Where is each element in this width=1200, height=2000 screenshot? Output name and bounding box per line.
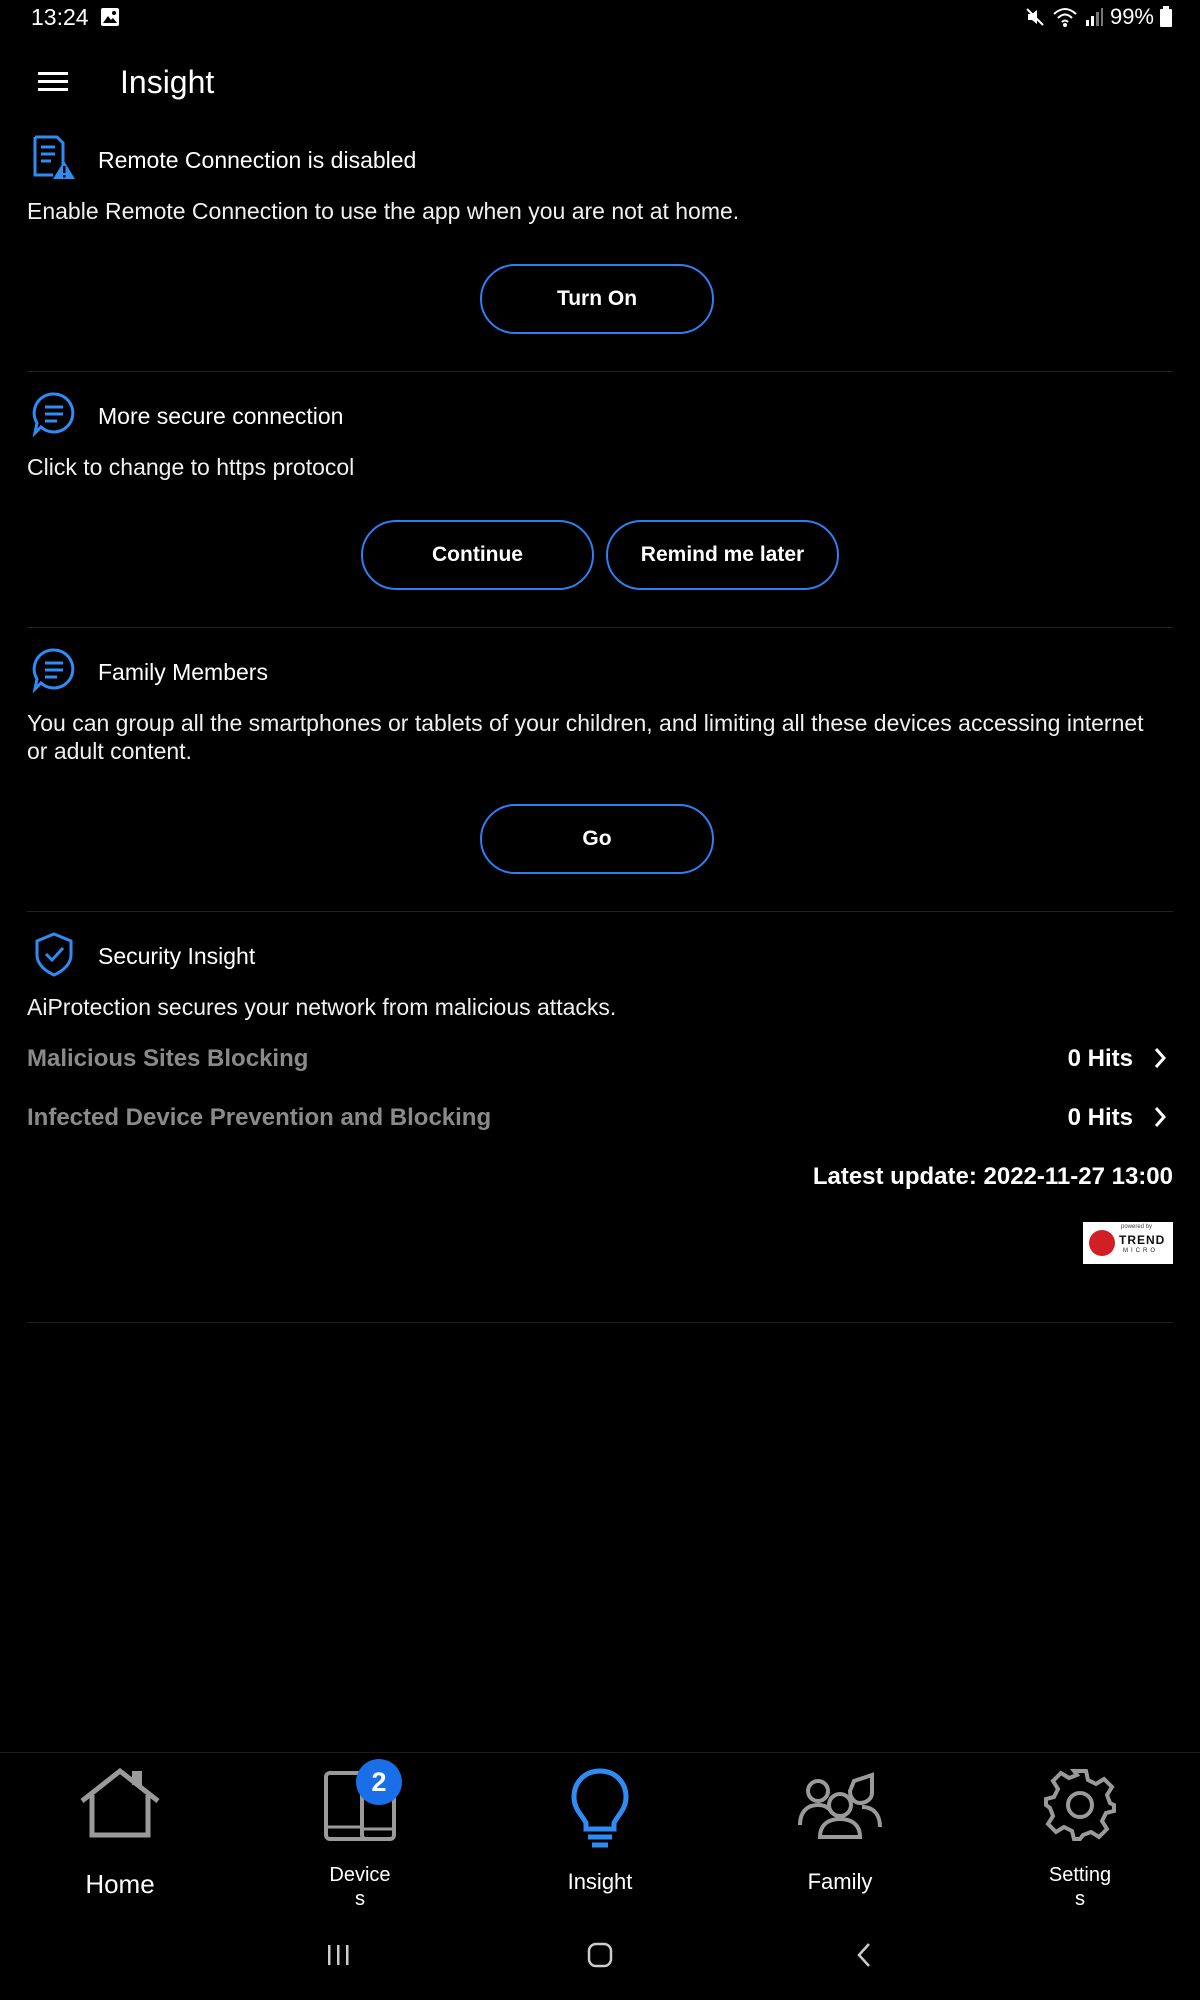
hamburger-menu-icon[interactable]: [38, 70, 68, 99]
gallery-icon: [100, 7, 120, 32]
security-insight-title: Security Insight: [98, 943, 256, 969]
status-bar: [0, 0, 1200, 36]
status-icons: [1024, 4, 1172, 30]
lightbulb-icon: [570, 1767, 630, 1856]
secure-connection-description: Click to change to https protocol: [27, 454, 355, 480]
remote-connection-title: Remote Connection is disabled: [98, 147, 417, 173]
remind-me-later-button[interactable]: Remind me later: [606, 520, 839, 590]
family-icon: [796, 1767, 884, 1844]
status-time: 13:24: [31, 4, 89, 30]
battery-text: 99%: [1109, 4, 1154, 29]
malicious-sites-hits: 0 Hits: [1067, 1045, 1133, 1072]
nav-label-home: Home: [85, 1869, 155, 1899]
go-button[interactable]: Go: [480, 804, 714, 874]
recents-icon[interactable]: [326, 1942, 350, 1973]
app-bar: [0, 50, 1200, 120]
devices-count-badge: 2: [356, 1759, 402, 1805]
family-members-card: [27, 647, 1173, 912]
nav-item-settings[interactable]: [980, 1753, 1180, 1921]
infected-device-row[interactable]: [27, 1098, 1173, 1138]
secure-connection-title: More secure connection: [98, 403, 344, 429]
gear-icon: [1042, 1767, 1118, 1848]
continue-button[interactable]: Continue: [361, 520, 594, 590]
page-title: Insight: [120, 64, 215, 100]
trend-powered-text: powered by: [1121, 1224, 1153, 1230]
bottom-navigation: [0, 1752, 1200, 1920]
nav-label-family: Family: [807, 1869, 873, 1894]
nav-item-devices[interactable]: [260, 1753, 460, 1921]
remote-connection-card: [27, 135, 1173, 372]
family-members-description: You can group all the smartphones or tablets of your children, and limiting all these devices accessing internet or adult content.: [27, 710, 1144, 764]
security-insight-card: [27, 931, 1173, 1323]
nav-label-devices: Device s: [329, 1864, 391, 1910]
latest-update: Latest update: 2022-11-27 13:00: [812, 1163, 1173, 1190]
nav-item-family[interactable]: [740, 1753, 940, 1921]
remote-connection-description: Enable Remote Connection to use the app when you are not at home.: [27, 198, 740, 224]
chevron-right-icon: [1153, 1047, 1167, 1074]
nav-label-settings: Setting s: [1048, 1864, 1112, 1910]
malicious-sites-label: Malicious Sites Blocking: [27, 1045, 309, 1072]
signal-icon: [1084, 6, 1104, 28]
wifi-icon: [1052, 6, 1078, 28]
nav-item-home[interactable]: [20, 1753, 220, 1921]
malicious-sites-row[interactable]: [27, 1039, 1173, 1079]
trend-micro-logo: [1083, 1222, 1173, 1264]
shield-check-icon: [31, 931, 77, 981]
back-icon[interactable]: [855, 1942, 873, 1973]
document-warning-icon: [31, 135, 77, 185]
chevron-right-icon: [1153, 1106, 1167, 1133]
nav-item-insight[interactable]: [500, 1753, 700, 1921]
mute-icon: [1024, 6, 1046, 28]
trend-sub-text: MICRO: [1123, 1248, 1158, 1254]
turn-on-button[interactable]: Turn On: [480, 264, 714, 334]
family-members-title: Family Members: [98, 659, 268, 685]
chat-bubble-icon: [31, 647, 77, 697]
secure-connection-card: [27, 391, 1173, 628]
battery-icon: [1160, 6, 1172, 28]
nav-label-insight: Insight: [567, 1869, 633, 1894]
chat-bubble-icon: [31, 391, 77, 441]
security-insight-description: AiProtection secures your network from malicious attacks.: [27, 994, 617, 1020]
home-circle-icon[interactable]: [587, 1942, 613, 1973]
infected-device-label: Infected Device Prevention and Blocking: [27, 1104, 492, 1131]
trend-micro-ball-icon: [1089, 1230, 1115, 1256]
infected-device-hits: 0 Hits: [1067, 1104, 1133, 1131]
trend-brand-text: TREND: [1119, 1233, 1166, 1247]
home-icon: [78, 1767, 162, 1844]
system-navigation: [0, 1920, 1200, 2000]
